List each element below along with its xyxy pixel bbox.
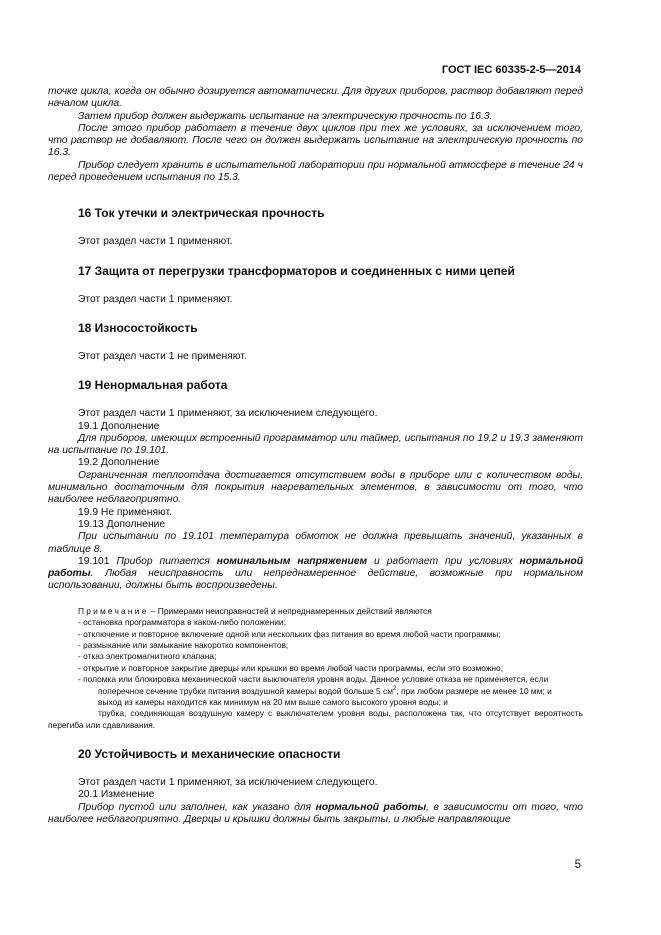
note-item: - поломка или блокировка механической части выключателя уровня воды. Данное условие отказа не применяется, если [78,674,549,685]
section-20-title: 20 Устойчивость и механические опасности [78,747,341,762]
note-block [48,606,583,731]
intro-paragraph-2: Затем прибор должен выдержать испытание на электрическую прочность по 16.3. [78,110,493,122]
section-20-text: Этот раздел части 1 применяют, за исключением следующего. [78,777,378,789]
clause-19-1-text: Для приборов, имеющих встроенный программатор или таймер, испытания по 19.2 и 19.3 заменяют на испытание по 19.101. [48,432,583,457]
section-17-text: Этот раздел части 1 применяют. [78,293,233,305]
clause-19-101-part-a: Прибор питается [116,555,210,567]
clause-19-9: 19.9 Не применяют. [78,506,172,518]
note-item: - остановка программатора в каком-либо положении; [78,617,286,628]
intro-paragraph-1: точке цикла, когда он обычно дозируется автоматически. Для других приборов, раствор добавляют перед началом цикла. [48,86,583,110]
section-19-text: Этот раздел части 1 применяют, за исключением следующего. [78,408,378,420]
clause-19-101 [48,556,583,593]
note-intro [48,606,583,617]
section-16-text: Этот раздел части 1 применяют. [78,236,233,248]
note-item: - открытие и повторное закрытие дверцы или крышки во время любой части программы, если это возможно; [78,662,504,673]
section-18-text: Этот раздел части 1 не применяют. [78,350,247,362]
term-normal-operation: нормальной работы [315,801,427,813]
note-subitem-1-text: поперечное сечение трубки питания воздушной камеры водой больше 5 см [98,685,393,696]
note-item: - отключение и повторное включение одной или нескольких фаз питания во время любой части программы; [78,628,501,639]
clause-20-1-part-a: Прибор пустой или заполнен, как указано для [78,801,312,813]
clause-19-101-number: 19.101 [78,555,110,567]
term-normal-operation: нормальной работы [48,555,583,580]
section-16-title: 16 Ток утечки и электрическая прочность [78,206,325,221]
clause-19-2-text: Ограниченная теплоотдача достигается отсутствием воды в приборе или с количеством воды, минимально достаточным для покрытия нагревательных элементов, в зависимости от того, что наиболее неблагоприятно. [48,469,583,506]
intro-paragraph-3: После этого прибор работает в течение двух циклов при тех же условиях, за исключением того, что раствор не добавляют. После чего он должен выдержать испытание на электрическую прочность по 16.3. [48,122,583,159]
page-body [48,86,583,826]
section-18-title: 18 Износостойкость [78,320,198,335]
clause-19-101-part-c: и работает при условиях [374,555,513,567]
clause-19-1: 19.1 Дополнение [78,420,160,432]
clause-19-101-part-e: . Любая неисправность или непреднамеренное действие, возможные при нормальном использовании, должны быть воспроизведены. [48,568,583,592]
page-number: 5 [574,859,581,871]
section-19-title: 19 Ненормальная работа [78,378,228,393]
section-17-title: 17 Защита от перегрузки трансформаторов и соединенных с ними цепей [78,263,515,278]
intro-paragraph-4: Прибор следует хранить в испытательной лаборатории при нормальной атмосфере в течение 24 ч перед проведением испытания по 15.3. [48,159,583,184]
clause-19-2: 19.2 Дополнение [78,457,160,469]
clause-20-1-part-c: , в зависимости от того, что наиболее неблагоприятно. Дверцы и крышки должны быть закрыты, и любые направляющие [48,801,583,826]
note-intro-text: – Примерами неисправностей и непреднамеренных действий являются [148,605,432,616]
clause-19-13: 19.13 Дополнение [78,518,166,530]
note-subitem-3: трубка, соединяющая воздушную камеру с выключателем уровня воды, расположена так, что отсутствует вероятность перегиба или сдавливания. [48,708,583,730]
clause-20-1-text [48,802,583,827]
note-subitem-2: выход из камеры находится как минимум на 20 мм выше самого высокого уровня воды; и [98,696,448,707]
note-subitem-1-text-end: , при любом размере не менее 10 мм; и [396,685,552,696]
document-header: ГОСТ IEC 60335-2-5—2014 [441,64,581,76]
note-item: - отказ электромагнитного клапана; [78,651,217,662]
superscript-2: 2 [392,685,397,692]
note-subitem-1 [48,686,583,697]
clause-19-13-text: При испытании по 19.101 температура обмоток не должна превышать значений, указанных в таблице 8. [48,531,583,555]
note-label: Примечание [78,605,149,616]
clause-20-1: 20.1 Изменение [78,789,155,801]
note-item: - размыкание или замыкание накоротко компонентов; [78,639,289,650]
term-rated-voltage: номинальным напряжением [216,555,368,567]
